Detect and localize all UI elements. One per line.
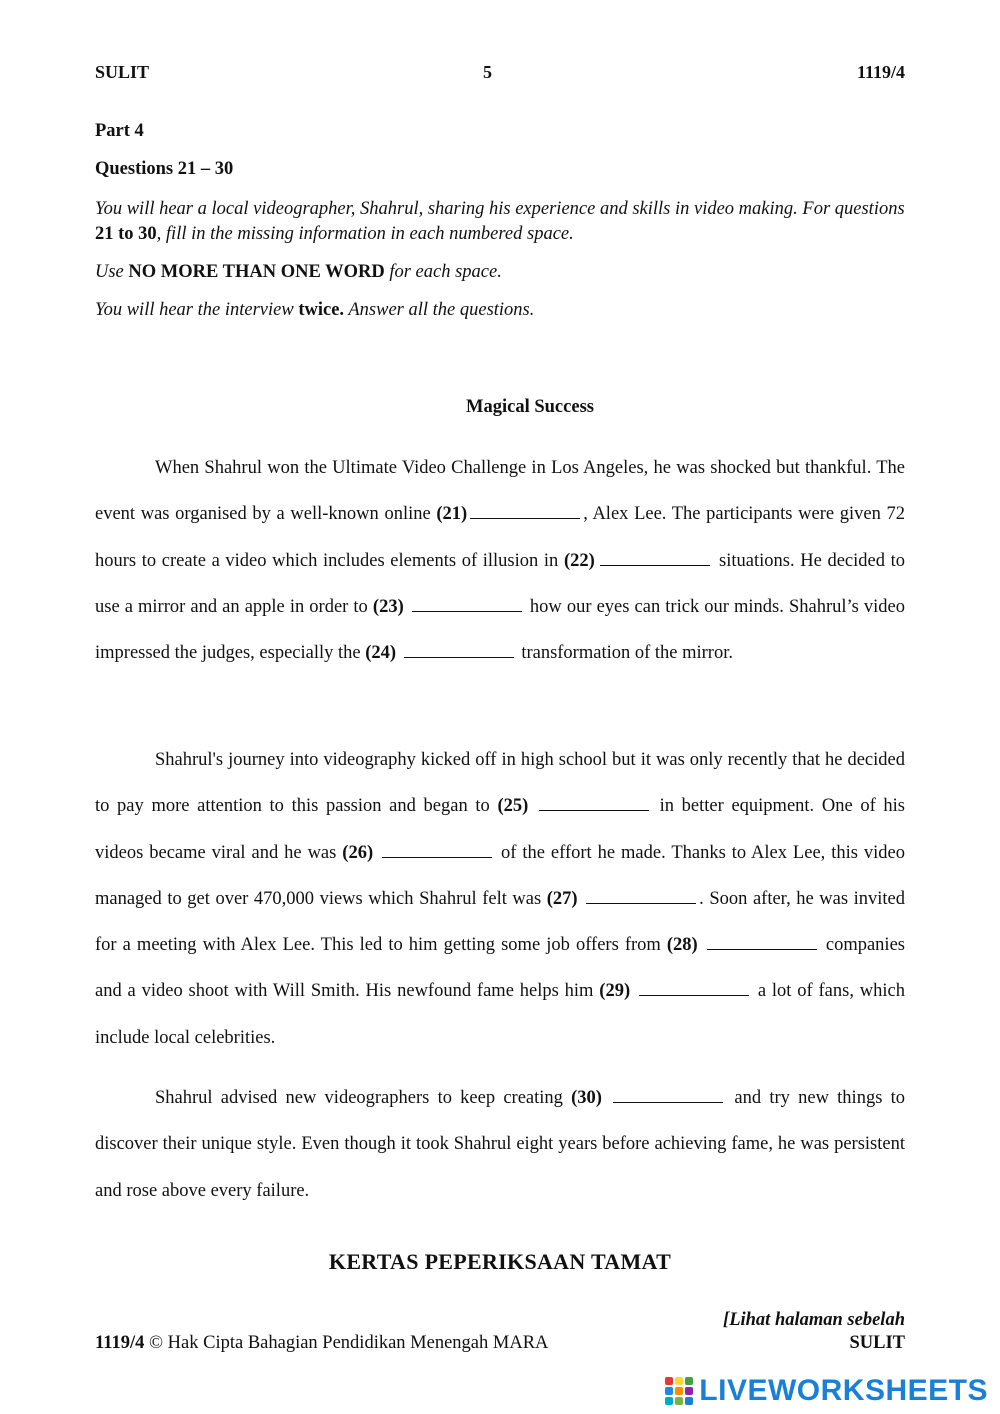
liveworksheets-wordmark: LIVEWORKSHEETS (699, 1374, 988, 1407)
answer-blank-30[interactable] (613, 1083, 723, 1103)
answer-blank-29[interactable] (639, 976, 749, 996)
instruction-2: Use NO MORE THAN ONE WORD for each space. (95, 262, 502, 282)
next-page-note: [Lihat halaman sebelah (723, 1310, 905, 1330)
answer-blank-24[interactable] (404, 638, 514, 658)
answer-blank-26[interactable] (382, 838, 492, 858)
paragraph-3: Shahrul advised new videographers to keep creating (30) and try new things to discover their unique style. Even though it took Shahrul eight years before achieving fame, he was persistent and rose above every failure. (95, 1075, 905, 1214)
question-number-29: (29) (599, 981, 631, 1002)
paragraph-1: When Shahrul won the Ultimate Video Challenge in Los Angeles, he was shocked but thankful. The event was organised by a well-known online (21) , Alex Lee. The participants were given 72 hours to create a video which includes elements of illusion in (22) situations. He decided to use a mirror and an apple in order to (23) how our eyes can trick our minds. Shahrul’s video impressed the judges, especially the (24) transformation of the mirror. (95, 458, 906, 664)
questions-range: Questions 21 – 30 (95, 159, 234, 179)
answer-blank-21[interactable] (470, 499, 580, 519)
question-number-30: (30) (571, 1088, 602, 1108)
answer-blank-22[interactable] (600, 546, 710, 566)
passage-title: Magical Success (466, 397, 594, 417)
header-code: 1119/4 (856, 62, 905, 82)
paragraph-2: Shahrul's journey into videography kicked off in high school but it was only recently that he decided to pay more attention to this passion and began to (25) in better equipment. One of his videos became viral and he was (26) of the effort he made. Thanks to Alex Lee, this video managed to get over 470,000 views which Shahrul felt was (27) . Soon after, he was invited for a meeting with Alex Lee. This led to him getting some job offers from (28) companies and a video shoot with Will Smith. His newfound fame helps him (29) a lot of fans, which include local celebrities. (95, 750, 906, 1048)
answer-blank-27[interactable] (586, 884, 696, 904)
footer-copyright: 1119/4 © Hak Cipta Bahagian Pendidikan Menengah MARA (95, 1333, 549, 1353)
question-number-22: (22) (563, 550, 595, 571)
exam-end-text: KERTAS PEPERIKSAAN TAMAT (328, 1249, 672, 1274)
page-number: 5 (483, 62, 492, 82)
header-left: SULIT (95, 62, 150, 82)
question-number-24: (24) (365, 643, 397, 664)
question-number-27: (27) (546, 888, 578, 909)
question-number-26: (26) (342, 842, 374, 863)
liveworksheets-mark-icon (665, 1377, 693, 1405)
question-number-23: (23) (372, 596, 404, 617)
part-title: Part 4 (95, 121, 144, 141)
answer-blank-25[interactable] (539, 791, 649, 811)
instruction-3: You will hear the interview twice. Answer all the questions. (95, 300, 535, 320)
answer-blank-23[interactable] (412, 592, 522, 612)
footer-right: SULIT (849, 1333, 905, 1353)
answer-blank-28[interactable] (707, 930, 817, 950)
question-number-21: (21) (436, 504, 468, 525)
liveworksheets-logo (665, 1374, 988, 1408)
question-number-28: (28) (666, 935, 698, 956)
instruction-1: You will hear a local videographer, Shahrul, sharing his experience and skills in video making. For questions 21 to 30, fill in the missing information in each numbered space. (95, 199, 905, 244)
question-number-25: (25) (497, 796, 529, 817)
